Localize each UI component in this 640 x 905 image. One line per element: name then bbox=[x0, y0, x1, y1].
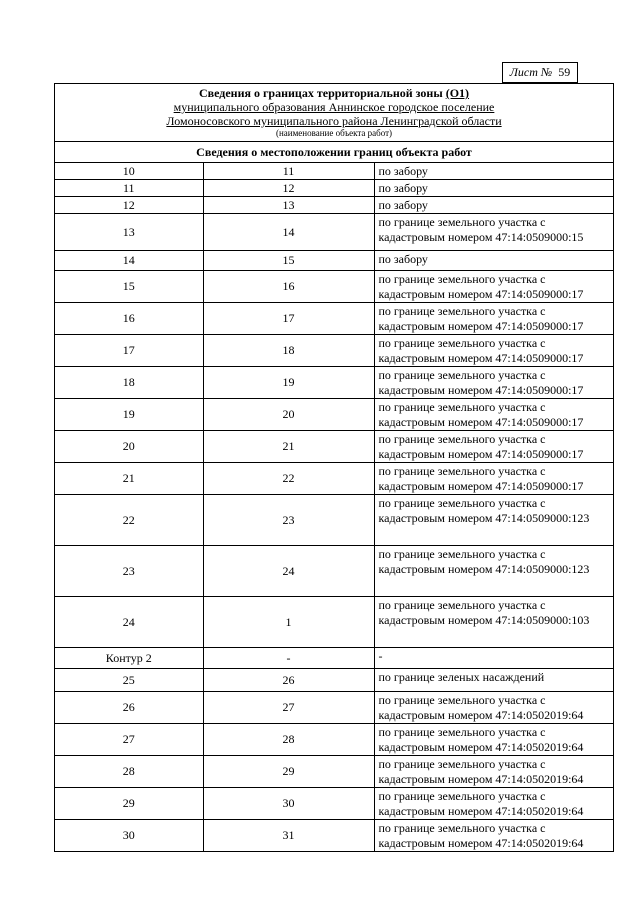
table-row bbox=[55, 756, 613, 788]
point-from-cell: 24 bbox=[55, 597, 203, 648]
point-to-cell: - bbox=[203, 648, 374, 669]
table-row bbox=[55, 367, 613, 399]
point-to-cell: 22 bbox=[203, 463, 374, 495]
point-from-cell: 15 bbox=[55, 271, 203, 303]
point-to-cell: 17 bbox=[203, 303, 374, 335]
point-from-cell: 17 bbox=[55, 335, 203, 367]
point-from-cell: 30 bbox=[55, 820, 203, 852]
description-cell: по границе зеленых насаждений bbox=[374, 669, 613, 692]
header-title-text: Сведения о границах территориальной зоны bbox=[198, 86, 446, 100]
header-municipality: муниципального образования Аннинское городское поселение bbox=[173, 100, 495, 114]
description-cell: по границе земельного участка с кадастровым номером 47:14:0509000:17 bbox=[374, 431, 613, 463]
table-row bbox=[55, 820, 613, 852]
point-to-cell: 27 bbox=[203, 692, 374, 724]
table-row bbox=[55, 463, 613, 495]
description-cell: по границе земельного участка с кадастровым номером 47:14:0509000:123 bbox=[374, 546, 613, 597]
description-cell: по границе земельного участка с кадастровым номером 47:14:0509000:103 bbox=[374, 597, 613, 648]
document-frame bbox=[54, 83, 614, 852]
table-row bbox=[55, 546, 613, 597]
description-cell: по границе земельного участка с кадастровым номером 47:14:0509000:17 bbox=[374, 463, 613, 495]
sheet-number-box bbox=[502, 62, 578, 83]
table-row bbox=[55, 271, 613, 303]
description-cell: по забору bbox=[374, 163, 613, 180]
point-from-cell: Контур 2 bbox=[55, 648, 203, 669]
table-row bbox=[55, 251, 613, 271]
description-cell: по границе земельного участка с кадастровым номером 47:14:0502019:64 bbox=[374, 788, 613, 820]
table-row bbox=[55, 724, 613, 756]
point-to-cell: 1 bbox=[203, 597, 374, 648]
point-from-cell: 11 bbox=[55, 180, 203, 197]
point-from-cell: 16 bbox=[55, 303, 203, 335]
description-cell: - bbox=[374, 648, 613, 669]
header-district: Ломоносовского муниципального района Ленинградской области bbox=[166, 114, 502, 128]
table-row bbox=[55, 431, 613, 463]
description-cell: по границе земельного участка с кадастровым номером 47:14:0502019:64 bbox=[374, 724, 613, 756]
point-from-cell: 14 bbox=[55, 251, 203, 271]
header-title bbox=[59, 86, 609, 100]
description-cell: по границе земельного участка с кадастровым номером 47:14:0509000:17 bbox=[374, 367, 613, 399]
point-from-cell: 21 bbox=[55, 463, 203, 495]
description-cell: по забору bbox=[374, 197, 613, 214]
table-row bbox=[55, 495, 613, 546]
point-from-cell: 10 bbox=[55, 163, 203, 180]
point-from-cell: 25 bbox=[55, 669, 203, 692]
point-from-cell: 29 bbox=[55, 788, 203, 820]
table-row bbox=[55, 692, 613, 724]
point-to-cell: 30 bbox=[203, 788, 374, 820]
description-cell: по границе земельного участка с кадастровым номером 47:14:0502019:64 bbox=[374, 756, 613, 788]
description-cell: по границе земельного участка с кадастровым номером 47:14:0509000:17 bbox=[374, 303, 613, 335]
point-to-cell: 21 bbox=[203, 431, 374, 463]
point-to-cell: 31 bbox=[203, 820, 374, 852]
point-from-cell: 23 bbox=[55, 546, 203, 597]
section-title: Сведения о местоположении границ объекта работ bbox=[55, 142, 613, 163]
table-row bbox=[55, 648, 613, 669]
point-to-cell: 24 bbox=[203, 546, 374, 597]
point-from-cell: 13 bbox=[55, 214, 203, 251]
point-from-cell: 27 bbox=[55, 724, 203, 756]
description-cell: по границе земельного участка с кадастровым номером 47:14:0502019:64 bbox=[374, 820, 613, 852]
point-to-cell: 23 bbox=[203, 495, 374, 546]
point-from-cell: 26 bbox=[55, 692, 203, 724]
table-row bbox=[55, 163, 613, 180]
sheet-number: 59 bbox=[558, 65, 571, 79]
boundary-table bbox=[55, 163, 613, 851]
point-to-cell: 16 bbox=[203, 271, 374, 303]
description-cell: по границе земельного участка с кадастровым номером 47:14:0509000:17 bbox=[374, 271, 613, 303]
point-from-cell: 19 bbox=[55, 399, 203, 431]
point-to-cell: 20 bbox=[203, 399, 374, 431]
point-to-cell: 14 bbox=[203, 214, 374, 251]
point-from-cell: 22 bbox=[55, 495, 203, 546]
table-row bbox=[55, 180, 613, 197]
point-from-cell: 18 bbox=[55, 367, 203, 399]
table-row bbox=[55, 197, 613, 214]
point-to-cell: 13 bbox=[203, 197, 374, 214]
table-row bbox=[55, 303, 613, 335]
point-from-cell: 20 bbox=[55, 431, 203, 463]
description-cell: по границе земельного участка с кадастровым номером 47:14:0509000:17 bbox=[374, 399, 613, 431]
table-row bbox=[55, 399, 613, 431]
point-to-cell: 19 bbox=[203, 367, 374, 399]
point-to-cell: 18 bbox=[203, 335, 374, 367]
point-to-cell: 11 bbox=[203, 163, 374, 180]
description-cell: по забору bbox=[374, 180, 613, 197]
description-cell: по границе земельного участка с кадастровым номером 47:14:0509000:123 bbox=[374, 495, 613, 546]
table-row bbox=[55, 788, 613, 820]
table-row bbox=[55, 669, 613, 692]
table-row bbox=[55, 335, 613, 367]
description-cell: по границе земельного участка с кадастровым номером 47:14:0509000:15 bbox=[374, 214, 613, 251]
sheet-label: Лист № bbox=[509, 65, 553, 79]
point-to-cell: 12 bbox=[203, 180, 374, 197]
header-caption: (наименование объекта работ) bbox=[275, 128, 393, 138]
point-to-cell: 15 bbox=[203, 251, 374, 271]
description-cell: по забору bbox=[374, 251, 613, 271]
table-row bbox=[55, 597, 613, 648]
point-from-cell: 28 bbox=[55, 756, 203, 788]
description-cell: по границе земельного участка с кадастровым номером 47:14:0509000:17 bbox=[374, 335, 613, 367]
document-header bbox=[55, 84, 613, 142]
zone-code: (О1) bbox=[445, 86, 470, 100]
point-to-cell: 28 bbox=[203, 724, 374, 756]
description-cell: по границе земельного участка с кадастровым номером 47:14:0502019:64 bbox=[374, 692, 613, 724]
point-to-cell: 29 bbox=[203, 756, 374, 788]
point-from-cell: 12 bbox=[55, 197, 203, 214]
table-row bbox=[55, 214, 613, 251]
point-to-cell: 26 bbox=[203, 669, 374, 692]
